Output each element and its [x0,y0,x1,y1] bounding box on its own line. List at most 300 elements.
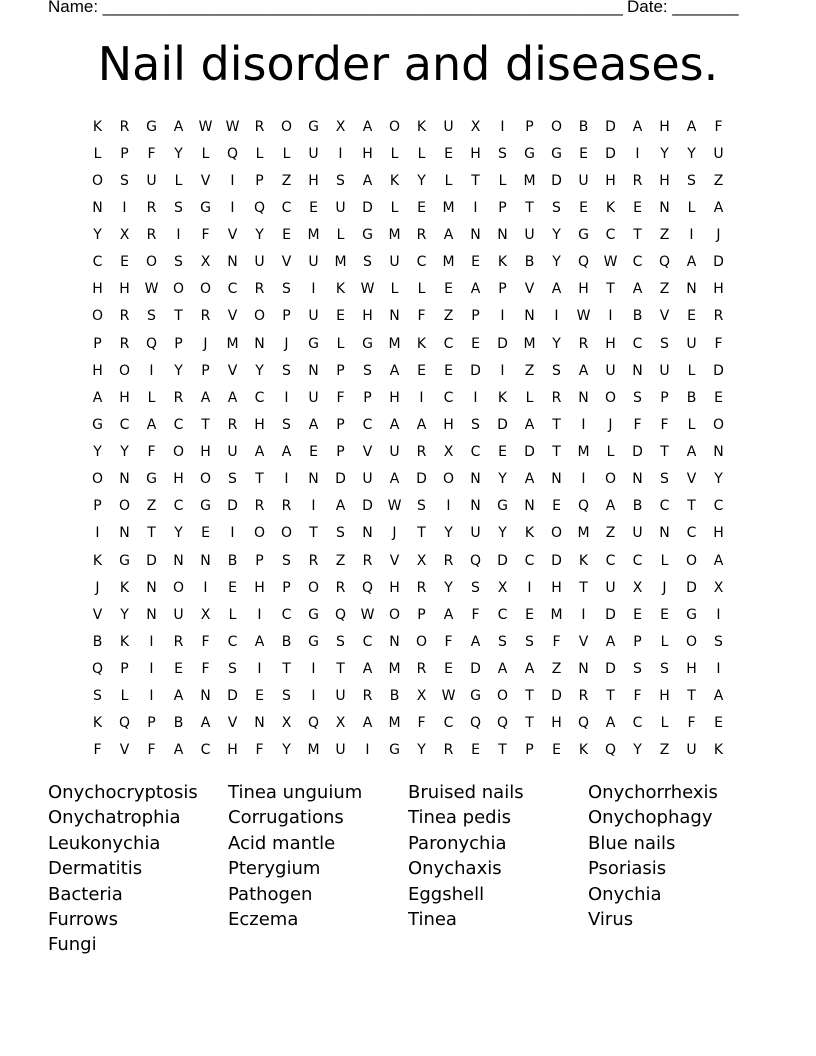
grid-letter[interactable]: M [577,444,590,461]
grid-letter[interactable]: C [524,552,535,569]
grid-letter[interactable]: L [390,281,399,298]
grid-letter[interactable]: S [660,335,669,352]
grid-letter[interactable]: G [146,118,157,135]
grid-letter[interactable]: O [685,552,698,569]
grid-letter[interactable]: Q [91,661,104,678]
grid-letter[interactable]: N [308,362,319,379]
grid-letter[interactable]: I [149,633,154,650]
grid-letter[interactable]: R [119,118,130,135]
grid-letter[interactable]: A [308,416,319,433]
grid-letter[interactable]: I [419,389,424,406]
grid-letter[interactable]: L [390,199,399,216]
grid-letter[interactable]: S [660,471,669,488]
grid-letter[interactable]: N [146,579,157,596]
grid-letter[interactable]: L [606,444,615,461]
grid-letter[interactable]: F [552,633,561,650]
grid-letter[interactable]: L [336,227,345,244]
grid-letter[interactable]: H [119,281,130,298]
grid-letter[interactable]: D [632,444,643,461]
grid-letter[interactable]: I [284,389,289,406]
grid-letter[interactable]: J [716,227,721,244]
grid-letter[interactable]: S [471,416,480,433]
grid-letter[interactable]: X [470,118,481,135]
grid-letter[interactable]: A [227,389,238,406]
grid-letter[interactable]: I [311,281,316,298]
grid-letter[interactable]: C [173,416,184,433]
grid-letter[interactable]: P [201,362,210,379]
grid-letter[interactable]: R [416,444,427,461]
grid-letter[interactable]: L [687,362,696,379]
grid-letter[interactable]: T [471,172,480,189]
grid-letter[interactable]: I [122,199,127,216]
grid-letter[interactable]: Y [93,227,102,244]
grid-letter[interactable]: P [255,552,264,569]
grid-letter[interactable]: M [388,227,401,244]
grid-letter[interactable]: A [470,633,481,650]
grid-letter[interactable]: X [416,688,427,705]
grid-letter[interactable]: Z [146,498,157,515]
grid-letter[interactable]: T [633,227,642,244]
grid-letter[interactable]: Y [444,579,453,596]
grid-letter[interactable]: R [281,498,292,515]
grid-letter[interactable]: W [198,118,213,135]
grid-letter[interactable]: S [93,688,102,705]
grid-letter[interactable]: H [551,579,562,596]
grid-letter[interactable]: U [470,525,481,542]
grid-letter[interactable]: B [632,498,643,515]
grid-letter[interactable]: I [230,172,235,189]
grid-letter[interactable]: O [712,416,725,433]
grid-letter[interactable]: I [365,742,370,759]
grid-letter[interactable]: U [389,254,400,271]
grid-letter[interactable]: V [227,227,238,244]
grid-letter[interactable]: A [578,362,589,379]
grid-letter[interactable]: C [281,606,292,623]
grid-letter[interactable]: U [362,471,373,488]
grid-letter[interactable]: S [498,633,507,650]
grid-letter[interactable]: D [551,552,562,569]
grid-letter[interactable]: C [227,281,238,298]
grid-letter[interactable]: P [336,362,345,379]
grid-letter[interactable]: K [497,389,508,406]
grid-letter[interactable]: S [174,199,183,216]
grid-letter[interactable]: H [92,281,103,298]
grid-letter[interactable]: E [579,199,588,216]
name-field[interactable]: Name: _______________________________________________________ [48,0,623,16]
grid-letter[interactable]: Z [659,742,670,759]
grid-letter[interactable]: Y [552,335,561,352]
grid-letter[interactable]: O [199,471,212,488]
grid-letter[interactable]: E [417,199,426,216]
grid-letter[interactable]: I [581,471,586,488]
grid-letter[interactable]: Q [145,335,158,352]
grid-letter[interactable]: P [120,661,129,678]
grid-letter[interactable]: D [605,145,616,162]
grid-letter[interactable]: D [713,254,724,271]
grid-letter[interactable]: G [119,552,130,569]
grid-letter[interactable]: S [336,633,345,650]
grid-letter[interactable]: V [686,471,697,488]
grid-letter[interactable]: S [498,145,507,162]
grid-letter[interactable]: Q [496,715,509,732]
grid-letter[interactable]: P [363,389,372,406]
grid-letter[interactable]: A [686,118,697,135]
grid-letter[interactable]: X [200,254,211,271]
grid-letter[interactable]: A [470,281,481,298]
grid-letter[interactable]: A [281,444,292,461]
grid-letter[interactable]: P [417,606,426,623]
grid-letter[interactable]: K [713,742,724,759]
grid-letter[interactable]: Y [174,362,183,379]
grid-letter[interactable]: X [497,579,508,596]
grid-letter[interactable]: K [119,579,130,596]
grid-letter[interactable]: N [146,606,157,623]
grid-letter[interactable]: D [470,362,481,379]
grid-letter[interactable]: I [716,661,721,678]
grid-letter[interactable]: B [92,633,103,650]
grid-letter[interactable]: F [336,389,345,406]
grid-letter[interactable]: Z [281,172,292,189]
grid-letter[interactable]: Y [633,742,642,759]
grid-letter[interactable]: G [92,416,103,433]
grid-letter[interactable]: L [174,172,183,189]
grid-letter[interactable]: T [687,688,696,705]
grid-letter[interactable]: A [173,118,184,135]
grid-letter[interactable]: O [388,606,401,623]
grid-letter[interactable]: S [228,471,237,488]
grid-letter[interactable]: C [605,552,616,569]
grid-letter[interactable]: O [604,389,617,406]
grid-letter[interactable]: N [470,471,481,488]
grid-letter[interactable]: H [254,579,265,596]
grid-letter[interactable]: Y [417,742,426,759]
grid-letter[interactable]: J [608,416,613,433]
grid-letter[interactable]: V [227,715,238,732]
grid-letter[interactable]: E [444,281,453,298]
grid-letter[interactable]: C [443,335,454,352]
grid-letter[interactable]: F [147,444,156,461]
grid-letter[interactable]: R [227,416,238,433]
grid-letter[interactable]: R [146,199,157,216]
grid-letter[interactable]: C [362,633,373,650]
grid-letter[interactable]: W [360,281,375,298]
grid-letter[interactable]: G [686,606,697,623]
grid-letter[interactable]: G [308,633,319,650]
grid-letter[interactable]: J [203,335,208,352]
grid-letter[interactable]: V [92,606,103,623]
grid-letter[interactable]: M [442,199,455,216]
grid-letter[interactable]: A [632,118,643,135]
grid-letter[interactable]: Y [552,254,561,271]
grid-letter[interactable]: F [417,308,426,325]
grid-letter[interactable]: S [282,281,291,298]
grid-letter[interactable]: T [498,742,507,759]
grid-letter[interactable]: V [200,172,211,189]
grid-letter[interactable]: H [389,389,400,406]
grid-letter[interactable]: Q [253,199,266,216]
grid-letter[interactable]: R [362,688,373,705]
grid-letter[interactable]: N [389,308,400,325]
grid-letter[interactable]: Y [174,525,183,542]
grid-letter[interactable]: O [550,525,563,542]
grid-letter[interactable]: I [554,308,559,325]
grid-letter[interactable]: Y [498,471,507,488]
grid-letter[interactable]: D [497,552,508,569]
grid-letter[interactable]: K [524,525,535,542]
grid-letter[interactable]: A [713,688,724,705]
grid-letter[interactable]: O [280,118,293,135]
grid-letter[interactable]: K [416,118,427,135]
grid-letter[interactable]: L [282,145,291,162]
grid-letter[interactable]: Q [658,254,671,271]
grid-letter[interactable]: N [173,552,184,569]
grid-letter[interactable]: N [389,633,400,650]
grid-letter[interactable]: H [308,172,319,189]
grid-letter[interactable]: X [281,715,292,732]
grid-letter[interactable]: U [308,145,319,162]
grid-letter[interactable]: I [311,498,316,515]
grid-letter[interactable]: A [362,661,373,678]
grid-letter[interactable]: A [389,362,400,379]
grid-letter[interactable]: X [335,715,346,732]
grid-letter[interactable]: S [552,362,561,379]
grid-letter[interactable]: Q [469,715,482,732]
grid-letter[interactable]: G [497,498,508,515]
grid-letter[interactable]: A [605,715,616,732]
grid-letter[interactable]: C [416,254,427,271]
grid-letter[interactable]: C [713,498,724,515]
grid-letter[interactable]: T [174,308,183,325]
grid-letter[interactable]: Y [714,471,723,488]
grid-letter[interactable]: R [578,335,589,352]
grid-letter[interactable]: P [174,335,183,352]
grid-letter[interactable]: F [147,145,156,162]
grid-letter[interactable]: K [389,172,400,189]
grid-letter[interactable]: C [443,715,454,732]
grid-letter[interactable]: Y [444,525,453,542]
grid-letter[interactable]: I [716,606,721,623]
grid-letter[interactable]: W [360,606,375,623]
grid-letter[interactable]: H [578,281,589,298]
grid-letter[interactable]: N [200,552,211,569]
grid-letter[interactable]: I [230,525,235,542]
grid-letter[interactable]: N [308,471,319,488]
grid-letter[interactable]: O [172,281,185,298]
grid-letter[interactable]: I [473,199,478,216]
grid-letter[interactable]: C [632,254,643,271]
grid-letter[interactable]: A [524,416,535,433]
grid-letter[interactable]: F [660,416,669,433]
grid-letter[interactable]: T [255,471,264,488]
grid-letter[interactable]: K [92,715,103,732]
grid-letter[interactable]: S [633,389,642,406]
grid-letter[interactable]: O [91,172,104,189]
grid-letter[interactable]: T [552,416,561,433]
grid-letter[interactable]: U [335,199,346,216]
grid-letter[interactable]: E [336,308,345,325]
grid-letter[interactable]: I [149,688,154,705]
grid-letter[interactable]: R [146,227,157,244]
grid-letter[interactable]: V [281,254,292,271]
grid-letter[interactable]: F [93,742,102,759]
grid-letter[interactable]: A [92,389,103,406]
grid-letter[interactable]: R [254,281,265,298]
grid-letter[interactable]: U [578,172,589,189]
grid-letter[interactable]: G [200,498,211,515]
grid-letter[interactable]: K [92,552,103,569]
grid-letter[interactable]: I [581,606,586,623]
grid-letter[interactable]: C [92,254,103,271]
grid-letter[interactable]: L [687,199,696,216]
grid-letter[interactable]: V [227,362,238,379]
grid-letter[interactable]: D [416,471,427,488]
grid-letter[interactable]: C [281,199,292,216]
grid-letter[interactable]: O [172,579,185,596]
grid-letter[interactable]: A [362,715,373,732]
grid-letter[interactable]: T [687,498,696,515]
grid-letter[interactable]: A [713,199,724,216]
grid-letter[interactable]: O [145,254,158,271]
grid-letter[interactable]: Z [443,308,454,325]
grid-letter[interactable]: G [551,145,562,162]
grid-letter[interactable]: D [470,661,481,678]
grid-letter[interactable]: L [228,606,237,623]
grid-letter[interactable]: I [95,525,100,542]
grid-letter[interactable]: I [500,308,505,325]
grid-letter[interactable]: T [417,525,426,542]
grid-letter[interactable]: M [442,254,455,271]
grid-letter[interactable]: E [633,606,642,623]
grid-letter[interactable]: L [687,416,696,433]
grid-letter[interactable]: A [605,498,616,515]
grid-letter[interactable]: F [201,227,210,244]
grid-letter[interactable]: Q [469,552,482,569]
grid-letter[interactable]: I [311,688,316,705]
grid-letter[interactable]: U [308,308,319,325]
grid-letter[interactable]: Y [255,362,264,379]
grid-letter[interactable]: P [255,172,264,189]
grid-letter[interactable]: A [605,633,616,650]
grid-letter[interactable]: I [257,606,262,623]
grid-letter[interactable]: V [119,742,130,759]
grid-letter[interactable]: Q [577,254,590,271]
grid-letter[interactable]: Q [334,606,347,623]
grid-letter[interactable]: A [497,661,508,678]
grid-letter[interactable]: F [417,715,426,732]
grid-letter[interactable]: I [581,416,586,433]
grid-letter[interactable]: F [147,742,156,759]
grid-letter[interactable]: I [500,362,505,379]
grid-letter[interactable]: W [441,688,456,705]
grid-letter[interactable]: N [551,471,562,488]
grid-letter[interactable]: B [686,389,697,406]
grid-letter[interactable]: H [713,281,724,298]
grid-letter[interactable]: K [497,254,508,271]
grid-letter[interactable]: B [389,688,400,705]
grid-letter[interactable]: N [254,335,265,352]
grid-letter[interactable]: N [632,471,643,488]
grid-letter[interactable]: I [608,308,613,325]
grid-letter[interactable]: Q [577,715,590,732]
grid-letter[interactable]: X [443,444,454,461]
grid-letter[interactable]: T [525,199,534,216]
grid-letter[interactable]: Q [118,715,131,732]
grid-letter[interactable]: F [201,633,210,650]
grid-letter[interactable]: N [227,254,238,271]
grid-letter[interactable]: H [470,145,481,162]
grid-letter[interactable]: I [635,145,640,162]
grid-letter[interactable]: T [147,525,156,542]
grid-letter[interactable]: C [470,444,481,461]
grid-letter[interactable]: L [201,145,210,162]
grid-letter[interactable]: A [686,254,697,271]
grid-letter[interactable]: D [146,552,157,569]
grid-letter[interactable]: C [497,606,508,623]
grid-letter[interactable]: V [389,552,400,569]
grid-letter[interactable]: L [498,172,507,189]
grid-letter[interactable]: L [417,145,426,162]
grid-letter[interactable]: D [605,606,616,623]
grid-letter[interactable]: Q [361,579,374,596]
grid-letter[interactable]: T [552,444,561,461]
grid-letter[interactable]: I [338,145,343,162]
grid-letter[interactable]: S [282,552,291,569]
grid-letter[interactable]: I [500,118,505,135]
grid-letter[interactable]: S [174,254,183,271]
grid-letter[interactable]: C [362,416,373,433]
grid-letter[interactable]: B [524,254,535,271]
grid-letter[interactable]: L [660,715,669,732]
grid-letter[interactable]: P [93,498,102,515]
grid-letter[interactable]: D [713,362,724,379]
grid-letter[interactable]: K [578,742,589,759]
grid-letter[interactable]: R [173,633,184,650]
grid-letter[interactable]: E [444,145,453,162]
grid-letter[interactable]: K [605,199,616,216]
grid-letter[interactable]: F [255,742,264,759]
grid-letter[interactable]: E [309,199,318,216]
grid-letter[interactable]: E [660,606,669,623]
grid-letter[interactable]: L [93,145,102,162]
grid-letter[interactable]: O [91,308,104,325]
grid-letter[interactable]: I [149,661,154,678]
grid-letter[interactable]: A [389,416,400,433]
grid-letter[interactable]: C [632,552,643,569]
grid-letter[interactable]: M [388,661,401,678]
grid-letter[interactable]: S [417,498,426,515]
grid-letter[interactable]: M [523,172,536,189]
grid-letter[interactable]: C [254,389,265,406]
grid-letter[interactable]: T [525,715,534,732]
grid-letter[interactable]: V [362,444,373,461]
grid-letter[interactable]: J [95,579,100,596]
grid-letter[interactable]: S [525,633,534,650]
grid-letter[interactable]: B [173,715,184,732]
grid-letter[interactable]: N [119,471,130,488]
grid-letter[interactable]: H [200,444,211,461]
grid-letter[interactable]: R [416,661,427,678]
grid-letter[interactable]: D [686,579,697,596]
grid-letter[interactable]: O [253,525,266,542]
grid-letter[interactable]: P [336,416,345,433]
grid-letter[interactable]: T [579,579,588,596]
grid-letter[interactable]: C [659,498,670,515]
grid-letter[interactable]: U [443,118,454,135]
grid-letter[interactable]: A [335,498,346,515]
grid-letter[interactable]: Z [605,525,616,542]
grid-letter[interactable]: R [551,389,562,406]
grid-letter[interactable]: A [551,281,562,298]
